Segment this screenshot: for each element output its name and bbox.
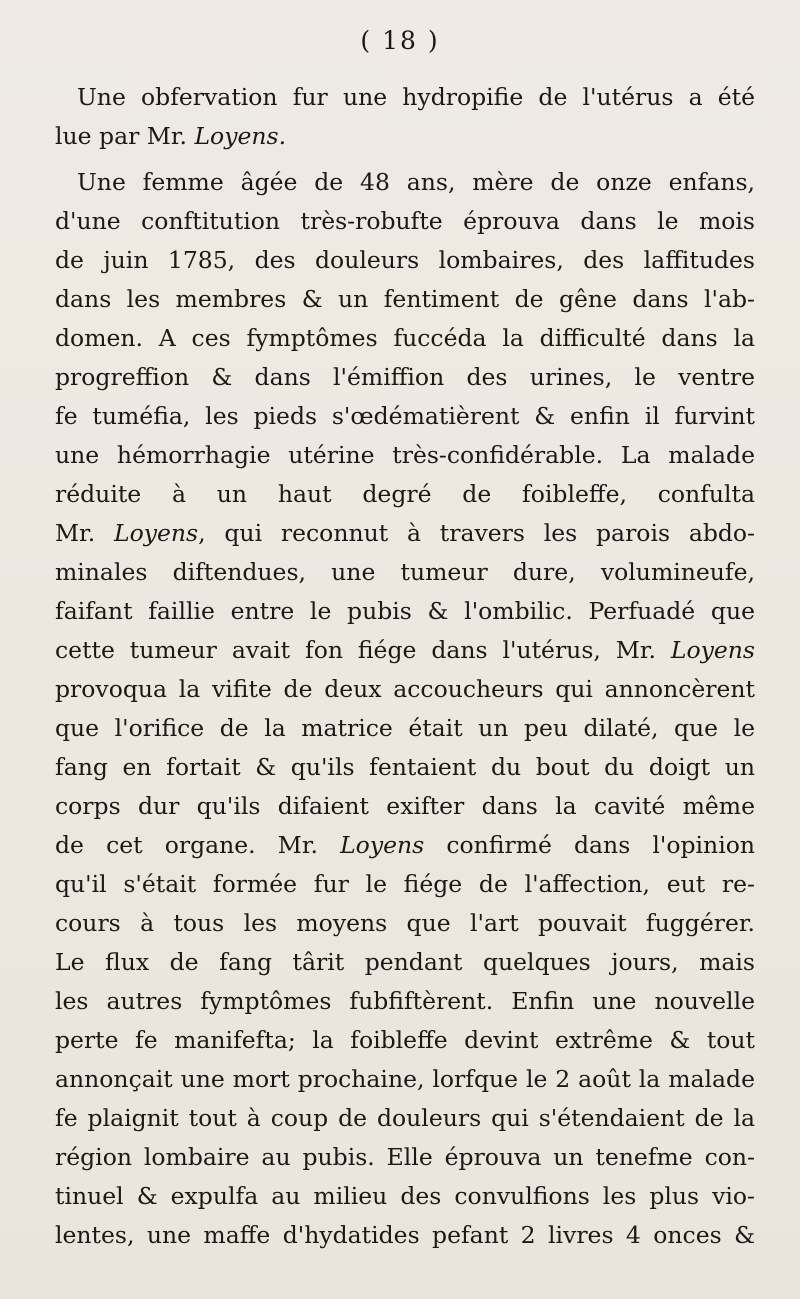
text-line bbox=[55, 982, 755, 1021]
text-line bbox=[55, 475, 755, 514]
text-line bbox=[55, 280, 755, 319]
text-run: fe tuméfia, les pieds s'œdématièrent & enfin il furvint bbox=[55, 402, 755, 430]
text-run: domen. A ces fymptômes fuccéda la difficulté dans la bbox=[55, 324, 755, 352]
text-run: Une femme âgée de 48 ans, mère de onze enfans, bbox=[77, 168, 755, 196]
author-name: Loyens bbox=[670, 636, 755, 664]
text-run: Mr. bbox=[55, 519, 114, 547]
text-run: de cet organe. Mr. bbox=[55, 831, 341, 859]
text-line bbox=[55, 631, 755, 670]
text-line bbox=[55, 748, 755, 787]
text-line bbox=[55, 1177, 755, 1216]
text-run: corps dur qu'ils difaient exifter dans la cavité même bbox=[55, 792, 755, 820]
text-line bbox=[55, 904, 755, 943]
text-line bbox=[55, 670, 755, 709]
text-run: confirmé dans l'opinion bbox=[424, 831, 755, 859]
text-line bbox=[55, 358, 755, 397]
text-line bbox=[55, 1021, 755, 1060]
text-line bbox=[55, 397, 755, 436]
text-run: fe plaignit tout à coup de douleurs qui s'étendaient de la bbox=[55, 1104, 755, 1132]
text-run: provoqua la vifite de deux accoucheurs qui annoncèrent bbox=[55, 675, 755, 703]
text-line bbox=[55, 163, 755, 202]
text-line bbox=[55, 826, 755, 865]
text-run: tinuel & expulfa au milieu des convulfions les plus vio- bbox=[55, 1182, 755, 1210]
text-line bbox=[55, 1060, 755, 1099]
text-line bbox=[55, 1138, 755, 1177]
text-line bbox=[55, 592, 755, 631]
text-run: Le flux de fang târit pendant quelques jours, mais bbox=[55, 948, 755, 976]
text-run: lentes, une maffe d'hydatides pefant 2 livres 4 onces & bbox=[55, 1221, 755, 1249]
paragraph-gap bbox=[55, 156, 755, 163]
text-line bbox=[55, 436, 755, 475]
text-line bbox=[55, 78, 755, 117]
text-run: d'une conftitution très-robufte éprouva dans le mois bbox=[55, 207, 755, 235]
text-line bbox=[55, 553, 755, 592]
text-line bbox=[55, 1099, 755, 1138]
text-line bbox=[55, 1216, 755, 1255]
text-run: cette tumeur avait fon fiége dans l'utérus, Mr. bbox=[55, 636, 671, 664]
author-name: Loyens. bbox=[194, 122, 287, 150]
text-run: région lombaire au pubis. Elle éprouva un tenefme con- bbox=[55, 1143, 755, 1171]
text-run: de juin 1785, des douleurs lombaires, des laffitudes bbox=[55, 246, 755, 274]
text-run: les autres fymptômes fubfiftèrent. Enfin une nouvelle bbox=[55, 987, 755, 1015]
author-name: Loyens bbox=[113, 519, 199, 547]
text-line bbox=[55, 319, 755, 358]
text-line bbox=[55, 202, 755, 241]
text-run: dans les membres & un fentiment de gêne dans l'ab- bbox=[55, 285, 755, 313]
text-run: annonçait une mort prochaine, lorfque le 2 août la malade bbox=[55, 1065, 755, 1093]
text-run: qu'il s'était formée fur le fiége de l'affection, eut re- bbox=[55, 870, 755, 898]
text-line bbox=[55, 241, 755, 280]
text-run: Une obfervation fur une hydropifie de l'utérus a été bbox=[77, 83, 755, 111]
text-run: cours à tous les moyens que l'art pouvait fuggérer. bbox=[55, 909, 755, 937]
text-run: perte fe manifefta; la foibleffe devint extrême & tout bbox=[55, 1026, 755, 1054]
text-line bbox=[55, 865, 755, 904]
text-run: , qui reconnut à travers les parois abdo- bbox=[198, 519, 755, 547]
text-run: fang en fortait & qu'ils fentaient du bout du doigt un bbox=[55, 753, 755, 781]
text-run: progreffion & dans l'émiffion des urines, le ventre bbox=[55, 363, 755, 391]
text-run: que l'orifice de la matrice était un peu dilaté, que le bbox=[55, 714, 755, 742]
text-line bbox=[55, 709, 755, 748]
text-line bbox=[55, 787, 755, 826]
text-run: faifant faillie entre le pubis & l'ombilic. Perfuadé que bbox=[55, 597, 755, 625]
paragraph bbox=[55, 78, 755, 156]
text-run: lue par Mr. bbox=[55, 122, 195, 150]
text-line bbox=[55, 117, 755, 156]
page-number: ( 18 ) bbox=[360, 26, 440, 55]
text-run: réduite à un haut degré de foibleffe, confulta bbox=[55, 480, 755, 508]
text-run: minales diftendues, une tumeur dure, volumineufe, bbox=[55, 558, 755, 586]
text-line bbox=[55, 514, 755, 553]
paragraph bbox=[55, 163, 755, 1255]
author-name: Loyens bbox=[340, 831, 425, 859]
body-text bbox=[55, 78, 755, 1255]
text-line bbox=[55, 943, 755, 982]
text-run: une hémorrhagie utérine très-confidérable. La malade bbox=[55, 441, 755, 469]
